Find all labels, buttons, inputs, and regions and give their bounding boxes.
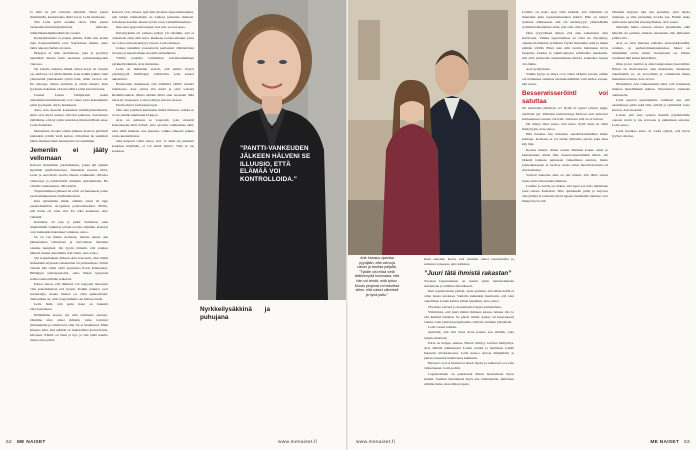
paragraph: Molemmat ovat vakuuttuneita siitä, että vanemuus muutaa molemlinkin kaiken. Varautuuvat ottamaan onnisteella. (612, 82, 690, 97)
right-col-2 (522, 10, 608, 438)
paragraph: Lapsettomuus on pakottanut minut haastamaan myös itseäni. Joutikin miettimaan myös sen vaihtoehdon, millainen elämän halua ottaa ilman lapsia. (424, 371, 514, 386)
left-col-3 (200, 303, 270, 438)
paragraph: Elämämme kootsa nyt niin erilaisista asioista. Olemme aina olleet ihmisiä, jotka tarttuvat tilaisuuksiin ja sahaittavat elää. Se ei muuttunut. Ehkä illuusio siitä, että elämää on mahdollista kontrolloida, halvenei. Elämä on tässä ja nyt, ja sitä pitää nauttia nautia joka päivä. (30, 312, 108, 343)
paragraph: Kokemas oli raju ja pitkä. Sellainen, joka räteilemiiltä vaikuttaa jollain tavalla eläämän. Kalevat ovat kuitenkin hakanneet vakkaan, aaloo. (30, 219, 108, 235)
right-footer (650, 440, 690, 445)
pull-quote: ”PANTTI-VANKEUDEN JÄLKEEN HÄLVENI SE ILLUUSIO, ETTÄ ELÄMÄÄ VOI KONTROLLOIDA.” (240, 145, 311, 184)
paragraph: Arte on ollut mukana jokisella neuvolakäynnillä, tottakin, ja perhevalmennuskusissa hänet on tiheämmin otettu vuistu vierautteeni on, mitten vastaisen hän kunni huolehtian. (612, 40, 690, 61)
paragraph: Vaikka kyyys ja ahtys ovat olleet tärkeitä asioita, emme ole halunneet rakentaa identiteettiämme vain niiden varaan, hän sanoo. (522, 71, 608, 87)
right-col-3 (612, 10, 690, 438)
paragraph: Kun suut perjotaluvuttajen taas tuli, se tosi lapsa. (116, 25, 186, 30)
paragraph: Muutaman vuoden taman jälkeen Kalevat päättivät kuitenkin yrittää vielä kerran. Olivathan he sattimutt läiten maksuttoman hauusteista arvonsimiinn. (30, 128, 108, 143)
paragraph: Pantsi aanon, että ihminen voi rasgoitia tuuraaten vina kokemaksista evä tyraen. Kaikki reaktiot ovat normaaleja, koska tilanne on ollut epänormaali. Taharahuki on, ettei reagoinminta ole haittaa tuelle. (30, 281, 108, 302)
left-footer (6, 440, 46, 445)
paragraph: Vapauttuminen jälkeen he eivät oli hakanneet palua paattvahankeessen yhdistelmostelu. (30, 188, 108, 198)
paragraph: Olen ja nat vierittsi ja ehin lanaptoinent haavoillmi, Ellissi on mastontaessi aina mukanaan. Ihaiansan rekeimatkin no on ervoollisiä ja vaminnaiti miten ihenemaroe kituu, Arte arvioi. (612, 61, 690, 82)
paragraph: Olet helposti vaitei sanoa, että “et aindi ole juumant koskissa käymään, et voi tietää minta”. Niin ei ole koskaan. (112, 138, 194, 154)
paragraph: Leila sportaa lapsellemme vammasi sen, että aiodemassa pitää sekä tiitä, selkää ja ryhmistää vasta kasvaa, Arte tiesettiä. (612, 97, 690, 112)
section-heading: ”Juuri tätä ihmistä rakastan” (424, 270, 512, 278)
paragraph: Vuosien lapsettomuus on saanut parin tarkastelemaan suhdettaan ja elämää refleddisesti. (424, 278, 514, 288)
paragraph: Vanvan laskettes aika on siis tärkeä, että lähtö saisaa lasen santa tulla kaakta ihmisse. (522, 173, 608, 183)
paragraph: Kun lapsettomuus pitittyi, aloin ajattelia, että eihän heillä ei ollen lapsia tulekaan. Samalla kuitenkin huomasin, että olen onnellinen Leilan kanssa ilman lapsiakin, Arte sanoo. (424, 289, 514, 304)
section-heading: Nyrkkeilysäkkinä ja puhujana (200, 306, 270, 321)
paragraph: Pettymyksiin oli vaikeaa pääsyt yli silsalkin, että ei olleestaan ollut, miti surra. Ruskean ei edes alkanut, joten ne voisat surta menestyyi vuossa, Leila muistaa. (112, 30, 194, 45)
photo-caption: Arte halusuo ojasitaa pyydjään, että vahvuja naiset ja tarvitsa paljaltä. ”Tytiäte olsi ehkä vielä täilekrimpää huomaata, että hän voi tehdä, mitä tyttoo. Muutu perjanat voi tasoittaa sitten, että naiset oilimiiselt ja hyvä paltu.” (354, 256, 400, 297)
paragraph: Ymmärsin, että juuri tämän ihmisen kanssa haluan olla ja että ihmisiä tehdaan. Se yhteis riittää. Ajatus oli kuopaneesti vaikka valai yhtessä pettymyksiä, sillä me olemme yhteshenä. (424, 309, 514, 325)
paragraph: Hormonien mukaisesti että elämästä välillä toiselta tuntakosta. Arte omasi sila lensä ja oitta vastaan Rtsikutivanitan. Mutta mitään minä olen suosenut tällä nisaa ky teaapasen. Leila pohtij ja katosoi Arteaa. (112, 82, 194, 102)
paragraph: Leilalle ja Arelle on tärkeä, että lapsi saa tulla muitmaan jossi omasa itsensäan. Sille ajatukselle pitää ja tarjoava antoysäänä ja tomaalia myös lapsen itsenäisille kehmaa ovat ihmeet hyvä että. (522, 183, 608, 204)
paragraph: Lisäksi Leilan lähipiirissä kaksi endometriosisellekanaita ovat olleet josta kokemuksia paini fyysisesti, myös henkisesti. (30, 92, 108, 107)
paragraph: Välillä joukista toimimaan kuramaumällenet nyrkkeilysäkkinä, Arte muistelee. (112, 56, 194, 66)
left-col-1 (30, 10, 108, 438)
paragraph: Olemme köyyset läpi sen ajattelun, ettei lapsia tulekaan, ja sille parisuhde loveita sen. Emme laske enää usein neuvilla kaveanyhtekus, Arte sanoo. (612, 10, 690, 25)
paragraph: Olen tyytyväinen siihen, että olen saikaltanut ollat kerfavassi. Vaikka lapsettomuus on ollut iso miydyksy, olenme molemmat yrittäneet löytää halutumia sekä ja muun elämän välillä. Ehkä olen sillä tavalla hahmunut myös tasapulja loskien ja saikilvannaeet sellaistella aineksella, että olisi jonnkolin onnistamiseen mittari, saamasko lapsen vai emme. (522, 30, 608, 66)
paragraph: Puolisoltyöä vasttaaleen kysi. (116, 102, 159, 107)
paragraph: Arte nyökyttelee. (526, 66, 551, 71)
magazine-name: ME NAISET (650, 440, 680, 445)
paragraph: Haaveet ovat ta hiaanavat niveli lapsia ja suhtoreen voi vain vaikuttaneet, Leila pohtii. (424, 361, 514, 371)
paragraph: Kalevat molemmat parisuhtamaa, jossta Aji Quintä sijetimät parittomaistaan. Jemennäs vuonna 2012, Leila ja Arevärsin awella uhassa toukkeella villaatta omatarsaa ja tehtävistään Jemenin uytiatelmalle. He virittäti vankeudessa 180 päivää. (30, 163, 108, 188)
left-footer-url (278, 440, 317, 445)
magazine-name: ME NAISET (16, 440, 46, 445)
paragraph: Siri kokemuksen jälkeen Arte haaveani, ettei häntä mitenkään ertyisesti rahaunnien tai pariisaisissa. Silleit olisaan hän toimi vielä apuverina Poeis Prikaatissa. Häänkyyi sotilaspasioitta, onko hänen tyyteessä realitoonana mitään erikoista. (30, 255, 108, 281)
section-heading: Jemenlin ei jääty vellomaan (30, 147, 108, 162)
paragraph: Paria on helppo seukaa. Heistä välittyy selvästi hinttymys. Arte sähttää silmäensetä Leilan sotkkä ja hehmeeri tomän huonetta nivalaansossa. Leila katsoo Arteaa lämpimästi ja jatkaa toiseensä mukavansa kaikkella. (424, 340, 514, 361)
paragraph: Sitä Leila pohti erenkin ollen. Hun joutui tarinaanhavleinnittyksiltiolata tuilledeo tuhdeltikokemplikatinmolle vuoksi. (30, 20, 108, 35)
website-url: www.menaiset.fi (278, 440, 318, 445)
paragraph: Olet aina pohtinut kunsasnut mintä minoten, vaikka se ei ole sinulle kuuluunut helppoa. (112, 107, 194, 118)
paragraph: Ön tehnyt miel sanoo, että luulo, hyllä tässä on välin mielyttyjin, Arte sanoo. (522, 121, 608, 131)
paragraph: Leila vastaa samoin. (428, 325, 458, 330)
right-col-1 (424, 257, 514, 439)
paragraph: Hän huomaa itse tulleensa sensitiivisemmäksi muita kohtaan. Koskaan ei voi tietää, millaisia asioita joku muu käy läpi. (522, 132, 608, 147)
paragraph: Kalevat ovat olineet, lejit niin monista lapsettomuudesta, että niiden lohmanttäin on vaikeaa palauttaa mieleen. Joltaiseen kouden akseen syvisi toive vanhemmuudesta. (112, 10, 194, 25)
page-number: 63 (684, 440, 690, 445)
website-url: www.menaiset.fi (356, 440, 396, 445)
right-footer-url (356, 440, 395, 445)
couple-illustration (348, 0, 516, 255)
paragraph: Otvallisa vaivusi jo monenlaisia lapsia parisuhdetta. (428, 304, 502, 309)
paragraph: kaan sanonut. Koen, että olemme olleet tasavertaisia ja samassa veneessa, Arte kiittelee. (424, 257, 514, 267)
paragraph: Kun palasimme siintä, olimme olleet tai tajja puolkohtumisla Al-Qaidan paattvahateiden. Pittiin, että halua oli vaha sitä. En edes koskenut, Arte vehättiä. (30, 199, 108, 219)
paragraph: Ajattelin, että olin Juuri Aron kanssa sen elämän, joka tunsin annattani. (424, 330, 514, 340)
couple-photo (348, 0, 516, 255)
paragraph: Leila lisää, että pariu haen on hukastä taloviaisudessa. (30, 302, 108, 312)
section-heading: Besserwisseröinti voi satuttaa (522, 90, 608, 105)
portrait-photo (198, 0, 346, 300)
left-col-2 (112, 10, 194, 438)
paragraph: Joskus tuntuihin vaastettavia parhaaturi vähtäsiöiden ritoalaa ja lapsettomuus koetteli parisuhdetta. (112, 46, 194, 56)
paragraph: Aina, kun meaella koukeman lisääntymisellisessä, siinä ovat myös tunteet vahvasti pinnassa. Sairaalassa täältäänne, että nyt päin vaaloittaa ilmavelvälisiä asiaa, Leila muistelee. (30, 107, 108, 128)
paragraph: Leila huolkaa asiaa on varka epitiyl, että myös lyylisy oilettaa. (612, 128, 690, 138)
paragraph: Helppoa ei ollut Arellaltaan, joka ei pystynyt tekemään muuta kuin tuomaan sairaalaasingoiksi vierossa. (30, 51, 108, 66)
paragraph: Leila on huihlunut arvioit, että kiellta lisytyi yanmisyyttä mitälöajon vaihtavilla, joila hoidot aiheuttivat. (112, 66, 194, 82)
paragraph: Koetaa mietiä, miten toinen ihminen kokee asian ja kannattaisko mitan tulla besserwisseröimään siihen. On tärkeää tajuusaa puhuasan vaikeimista asioista, mutta konkalksessaan ei tarvitse tuoda omaa moraliostoitaan tai moraalisensa. (522, 147, 608, 173)
paragraph: Kompilisatioina ei paljon puhuta. Eihä sitä, koska nuja hoteessamisiltä ovat. Sairaalassa mietin, onko tämä oikeasti hallen arvoista. (30, 35, 108, 51)
paragraph: Onnisme hänet vastaan omasta yksilönään, eikä hänellä ole pedasta omissia oikastuuia sitä, millainen pitäisi olla. (612, 25, 690, 40)
paragraph: Se on vas hänen tuomaan, mentia ennen oke jäänerttailen vellomaan ja vatvomaan. Ouenhei olenme hengissä. On hyvin tärkeää, että asiaksa jälkeen tuntuu ennemmin arki sitten, Arte sanoo. (30, 235, 108, 255)
page-number: 62 (6, 440, 12, 445)
paragraph: Lokon, että Arte opettaa meidän pyhmäölöme onnaan avoin ja rau arvoteen ja puhumaan asioista, Leila sanoo. (612, 113, 690, 128)
paragraph: Arte on suhtessa se vaapaolii, joka ulottelii kokoukselle mitti halleli. Arte aevaiau vaimoumaa siitä, ettei tämä mukaan oisa juusttaa, vaikka aiheesta puhuu toisia kuulemistasa. (112, 118, 194, 138)
paragraph: ia sillä ne jää vahvasti muistiin. Siinä joutui miettimään, kannattaako tämä vai ei, Leila muistelee. (30, 10, 108, 20)
paragraph: No miksiedas jäkihteen ei? Kyllä ne lapset eliviset lapja, miettivät nyt. Tällaista kommentteja Kalevat ovat tottuneet kohtaamaan vuosien varrella. Johamen että on se tuttuot. (522, 106, 608, 121)
paragraph: On todella raskasta nähdä, miten korja oli toisella on, eikä itse voi tehdä mitään. Kun kaikki jatkuu vielä yhtessesitä päätöksenä ryttää laita, tuller avoton oli. En uskonyt, miten auttaisin ja olisin tukena. Kun fyysinen kokemus oli kasvoihin Leilan kasvattavana. (30, 66, 108, 92)
paragraph: Leilalle on koko ajan ollut tärkeää, että elämässä on muutakin kuin lapsettomuuuden kuulat. Hän on tehnyt urallaan elämassaan siin ole kielistyyyyt yhdessäkään tyrimahdollisuudesta siinä, että olisi ollut ollea. (522, 10, 608, 30)
